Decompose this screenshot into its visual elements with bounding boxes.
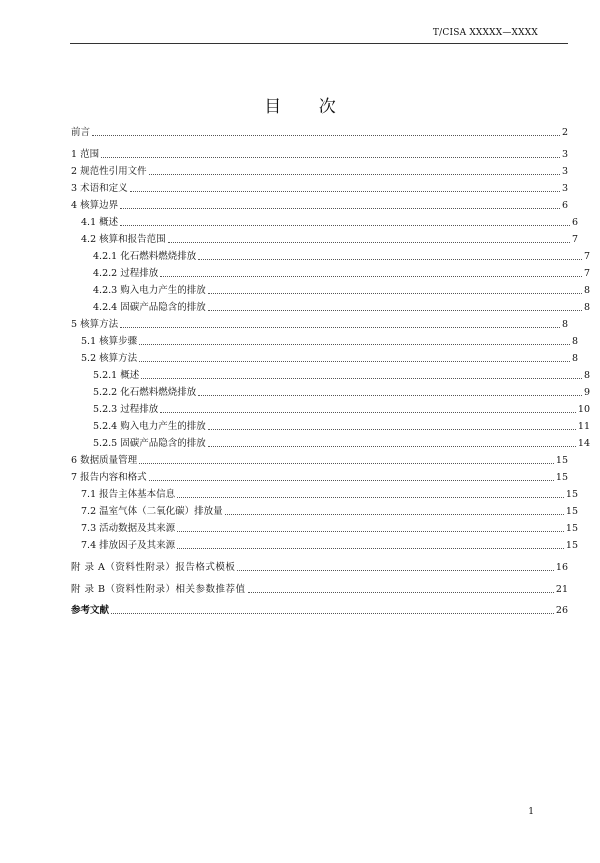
toc-entry-label: 4 核算边界 (71, 200, 119, 211)
toc-entry-5-2-4[interactable] (71, 417, 590, 433)
leader-dots (208, 293, 582, 294)
toc-entry-label: 附 录 B（资料性附录）相关参数推荐值 (71, 584, 246, 595)
toc-entry-7-4[interactable] (71, 536, 578, 552)
header-rule (70, 43, 568, 44)
toc-entry-4-2-1[interactable] (71, 247, 590, 263)
toc-entry-label: 4.2 核算和报告范围 (81, 234, 166, 245)
leader-dots (160, 276, 582, 277)
toc-entry-page: 15 (565, 523, 578, 534)
leader-dots (120, 225, 570, 226)
toc-entry-5-2-5[interactable] (71, 434, 590, 450)
leader-dots (120, 327, 560, 328)
toc-entry-page: 21 (555, 584, 568, 595)
toc-entry-7-2[interactable] (71, 502, 578, 518)
toc-entry-4-2-4[interactable] (71, 298, 590, 314)
leader-dots (149, 480, 554, 481)
toc-entry-page: 9 (583, 387, 590, 398)
toc-entry-page: 8 (583, 302, 590, 313)
toc-entry-accounting-boundary[interactable] (71, 196, 568, 212)
toc-entry-label: 4.2.3 购入电力产生的排放 (93, 285, 206, 296)
toc-entry-label: 7.4 排放因子及其来源 (81, 540, 176, 551)
standard-code: T/CISA XXXXX—XXXX (432, 28, 538, 38)
toc-entry-terms[interactable] (71, 179, 568, 195)
toc-entry-label: 4.2.2 过程排放 (93, 268, 159, 279)
toc-entry-4-2[interactable] (71, 230, 578, 246)
toc-entry-report-content[interactable] (71, 468, 568, 484)
toc-title: 目 次 (264, 97, 352, 117)
toc-entry-page: 7 (583, 268, 590, 279)
leader-dots (177, 531, 564, 532)
toc-entry-label: 7.3 活动数据及其来源 (81, 523, 176, 534)
leader-dots (139, 344, 570, 345)
toc-entry-label: 1 范围 (71, 149, 100, 160)
leader-dots (130, 191, 560, 192)
toc-entry-page: 8 (583, 370, 590, 381)
toc-entry-page: 8 (571, 336, 578, 347)
toc-entry-label: 前言 (71, 127, 91, 138)
leader-dots (198, 259, 582, 260)
leader-dots (160, 412, 576, 413)
toc-entry-7-1[interactable] (71, 485, 578, 501)
toc-entry-foreword[interactable] (71, 123, 568, 139)
toc-entry-page: 3 (561, 183, 568, 194)
toc-entry-5-2[interactable] (71, 349, 578, 365)
toc-entry-page: 2 (561, 127, 568, 138)
toc-entry-label: 参考文献 (71, 605, 110, 616)
toc-entry-label: 7 报告内容和格式 (71, 472, 147, 483)
leader-dots (248, 592, 554, 593)
leader-dots (141, 378, 582, 379)
toc-entry-references[interactable] (71, 601, 568, 617)
toc-entry-5-1[interactable] (71, 332, 578, 348)
leader-dots (225, 514, 564, 515)
toc-entry-label: 5.2.2 化石燃料燃烧排放 (93, 387, 197, 398)
toc-entry-label: 4.2.1 化石燃料燃烧排放 (93, 251, 197, 262)
toc-entry-page: 15 (555, 455, 568, 466)
toc-entry-scope[interactable] (71, 145, 568, 161)
toc-entry-4-2-2[interactable] (71, 264, 590, 280)
toc-entry-page: 7 (583, 251, 590, 262)
toc-entry-label: 3 术语和定义 (71, 183, 128, 194)
toc-entry-page: 15 (565, 489, 578, 500)
page-number: 1 (528, 807, 534, 817)
leader-dots (177, 497, 564, 498)
toc-entry-page: 16 (555, 562, 568, 573)
leader-dots (237, 570, 554, 571)
toc-entry-5-2-2[interactable] (71, 383, 590, 399)
leader-dots (120, 208, 560, 209)
toc-entry-label: 2 规范性引用文件 (71, 166, 147, 177)
toc-entry-page: 8 (561, 319, 568, 330)
toc-entry-page: 6 (571, 217, 578, 228)
toc-entry-page: 8 (571, 353, 578, 364)
toc-entry-page: 3 (561, 149, 568, 160)
toc-entry-label: 5.2.5 固碳产品隐含的排放 (93, 438, 206, 449)
leader-dots (139, 463, 554, 464)
toc-entry-4-2-3[interactable] (71, 281, 590, 297)
toc-entry-page: 8 (583, 285, 590, 296)
toc-entry-4-1[interactable] (71, 213, 578, 229)
toc-entry-label: 附 录 A（资料性附录）报告格式模板 (71, 562, 236, 573)
leader-dots (177, 548, 564, 549)
toc-entry-5-2-3[interactable] (71, 400, 590, 416)
leader-dots (139, 361, 570, 362)
toc-entry-page: 15 (555, 472, 568, 483)
toc-entry-label: 4.2.4 固碳产品隐含的排放 (93, 302, 206, 313)
toc-entry-page: 7 (571, 234, 578, 245)
toc-entry-normative-references[interactable] (71, 162, 568, 178)
toc-entry-7-3[interactable] (71, 519, 578, 535)
leader-dots (208, 310, 582, 311)
toc-entry-accounting-methods[interactable] (71, 315, 568, 331)
toc-entry-label: 5 核算方法 (71, 319, 119, 330)
toc-entry-data-quality[interactable] (71, 451, 568, 467)
leader-dots (111, 613, 554, 614)
toc-entry-label: 5.2.3 过程排放 (93, 404, 159, 415)
toc-entry-label: 5.2 核算方法 (81, 353, 138, 364)
leader-dots (101, 157, 560, 158)
toc-entry-page: 10 (577, 404, 590, 415)
toc-entry-page: 14 (577, 438, 590, 449)
toc-entry-page: 3 (561, 166, 568, 177)
toc-entry-label: 7.2 温室气体（二氧化碳）排放量 (81, 506, 223, 517)
toc-entry-page: 11 (577, 421, 590, 432)
toc-entry-page: 15 (565, 506, 578, 517)
toc-entry-page: 15 (565, 540, 578, 551)
leader-dots (168, 242, 570, 243)
leader-dots (208, 429, 576, 430)
toc-entry-5-2-1[interactable] (71, 366, 590, 382)
leader-dots (92, 135, 560, 136)
leader-dots (198, 395, 582, 396)
toc-entry-appendix-b[interactable] (71, 580, 568, 596)
toc-entry-label: 5.2.4 购入电力产生的排放 (93, 421, 206, 432)
leader-dots (149, 174, 560, 175)
leader-dots (208, 446, 576, 447)
toc-entry-page: 26 (555, 605, 568, 616)
toc-entry-label: 5.1 核算步骤 (81, 336, 138, 347)
toc-entry-label: 7.1 报告主体基本信息 (81, 489, 176, 500)
toc-entry-label: 4.1 概述 (81, 217, 119, 228)
toc-entry-appendix-a[interactable] (71, 558, 568, 574)
toc-entry-page: 6 (561, 200, 568, 211)
toc-entry-label: 5.2.1 概述 (93, 370, 140, 381)
toc-entry-label: 6 数据质量管理 (71, 455, 138, 466)
